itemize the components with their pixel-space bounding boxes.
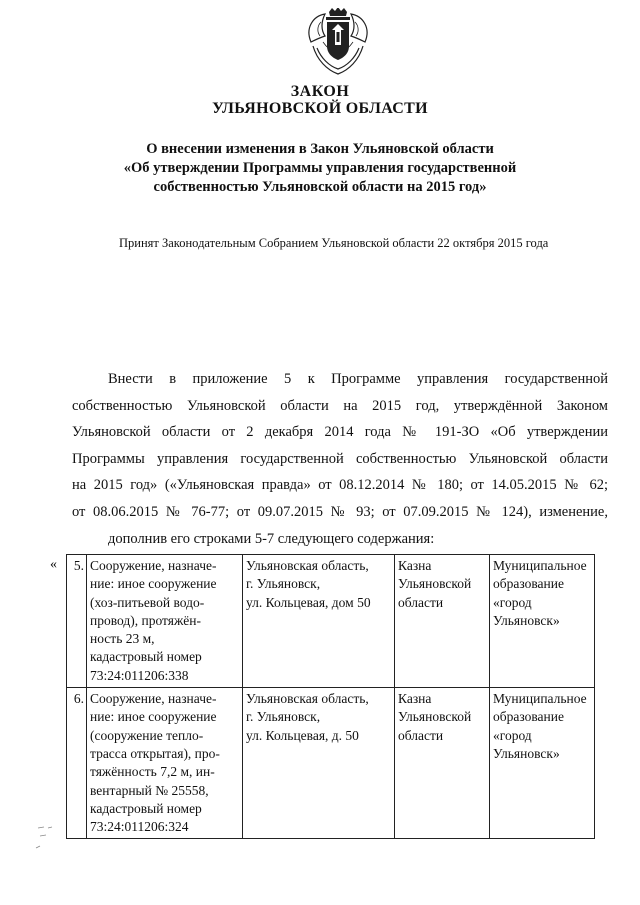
body-line: дополнив его строками 5-7 следующего содержания: <box>108 530 435 547</box>
body-line: от 08.06.2015 № 76-77; от 09.07.2015 № 93; от 07.09.2015 № 124), изменение, <box>72 503 608 520</box>
cell-line: Ульяновск» <box>493 745 560 761</box>
region-heading: УЛЬЯНОВСКОЙ ОБЛАСТИ <box>212 100 428 117</box>
recipient-cell <box>490 688 595 839</box>
cell-line: образование <box>493 576 564 592</box>
cell-line: Казна <box>398 691 432 707</box>
table-row <box>67 555 595 688</box>
cell-line: образование <box>493 709 564 725</box>
cell-line: вентарный № 25558, <box>90 782 209 798</box>
body-line: Внести в приложение 5 к Программе управления государственной <box>108 371 608 387</box>
cell-line: трасса открытая), про- <box>90 745 220 761</box>
cell-line: провод), протяжён- <box>90 612 201 628</box>
cell-line: «город <box>493 594 532 610</box>
cell-line: Казна <box>398 558 432 573</box>
opening-quote-mark: « <box>50 557 57 572</box>
cell-line: Ульяновская область, <box>246 691 369 707</box>
cell-line: ние: иное сооружение <box>90 709 217 725</box>
cell-line: (сооружение тепло- <box>90 727 204 743</box>
owner-cell <box>395 555 490 688</box>
address-cell <box>243 688 395 839</box>
row-number: 5. <box>67 555 87 688</box>
object-description-cell <box>87 555 243 688</box>
cell-line: кадастровый номер <box>90 649 202 665</box>
cell-line: ул. Кольцевая, дом 50 <box>246 594 371 610</box>
law-heading: ЗАКОН <box>290 83 350 100</box>
page-mark-scribble <box>34 822 74 862</box>
cell-line: Ульяновской <box>398 709 472 725</box>
cell-line: области <box>398 727 444 743</box>
cell-line: области <box>398 594 444 610</box>
address-cell <box>243 555 395 688</box>
body-line: Ульяновской области от 2 декабря 2014 года № 191-ЗО «Об утверждении <box>72 424 608 441</box>
subject-line: О внесении изменения в Закон Ульяновской области <box>146 141 494 157</box>
cell-line: г. Ульяновск, <box>246 576 321 592</box>
subject-line: собственностью Ульяновской области на 2015 год» <box>153 179 487 195</box>
adoption-note: Принят Законодательным Собранием Ульяновской области 22 октября 2015 года <box>119 236 549 250</box>
cell-line: Муниципальное <box>493 691 587 707</box>
cell-line: Ульяновская область, <box>246 558 369 573</box>
cell-line: 73:24:011206:338 <box>90 667 189 683</box>
recipient-cell <box>490 555 595 688</box>
body-line: собственностью Ульяновской области на 2015 год, утверждённой Законом <box>72 397 608 414</box>
law-subject-title <box>40 140 600 197</box>
cell-line: кадастровый номер <box>90 800 202 816</box>
cell-line: (хоз-питьевой водо- <box>90 594 205 610</box>
cell-line: г. Ульяновск, <box>246 709 321 725</box>
cell-line: тяжённость 7,2 м, ин- <box>90 764 215 780</box>
cell-line: Ульяновск» <box>493 612 560 628</box>
owner-cell <box>395 688 490 839</box>
cell-line: Ульяновской <box>398 576 472 592</box>
cell-line: ул. Кольцевая, д. 50 <box>246 727 359 743</box>
subject-line: «Об утверждении Программы управления государственной <box>123 160 517 176</box>
object-description-cell <box>87 688 243 839</box>
cell-line: Муниципальное <box>493 558 587 573</box>
row-number: 6. <box>67 688 87 839</box>
cell-line: Сооружение, назначе- <box>90 691 217 707</box>
property-table <box>66 554 595 839</box>
body-line: на 2015 год» («Ульяновская правда» от 08.12.2014 № 180; от 14.05.2015 № 62; <box>72 477 608 494</box>
cell-line: Сооружение, назначе- <box>90 558 217 573</box>
body-paragraph <box>72 366 608 552</box>
cell-line: ность 23 м, <box>90 631 155 647</box>
coat-of-arms-emblem <box>303 8 373 76</box>
cell-line: 73:24:011206:324 <box>90 819 189 835</box>
cell-line: «город <box>493 727 532 743</box>
body-line: Программы управления государственной собственностью Ульяновской области <box>72 450 608 467</box>
cell-line: ние: иное сооружение <box>90 576 217 592</box>
table-row <box>67 688 595 839</box>
